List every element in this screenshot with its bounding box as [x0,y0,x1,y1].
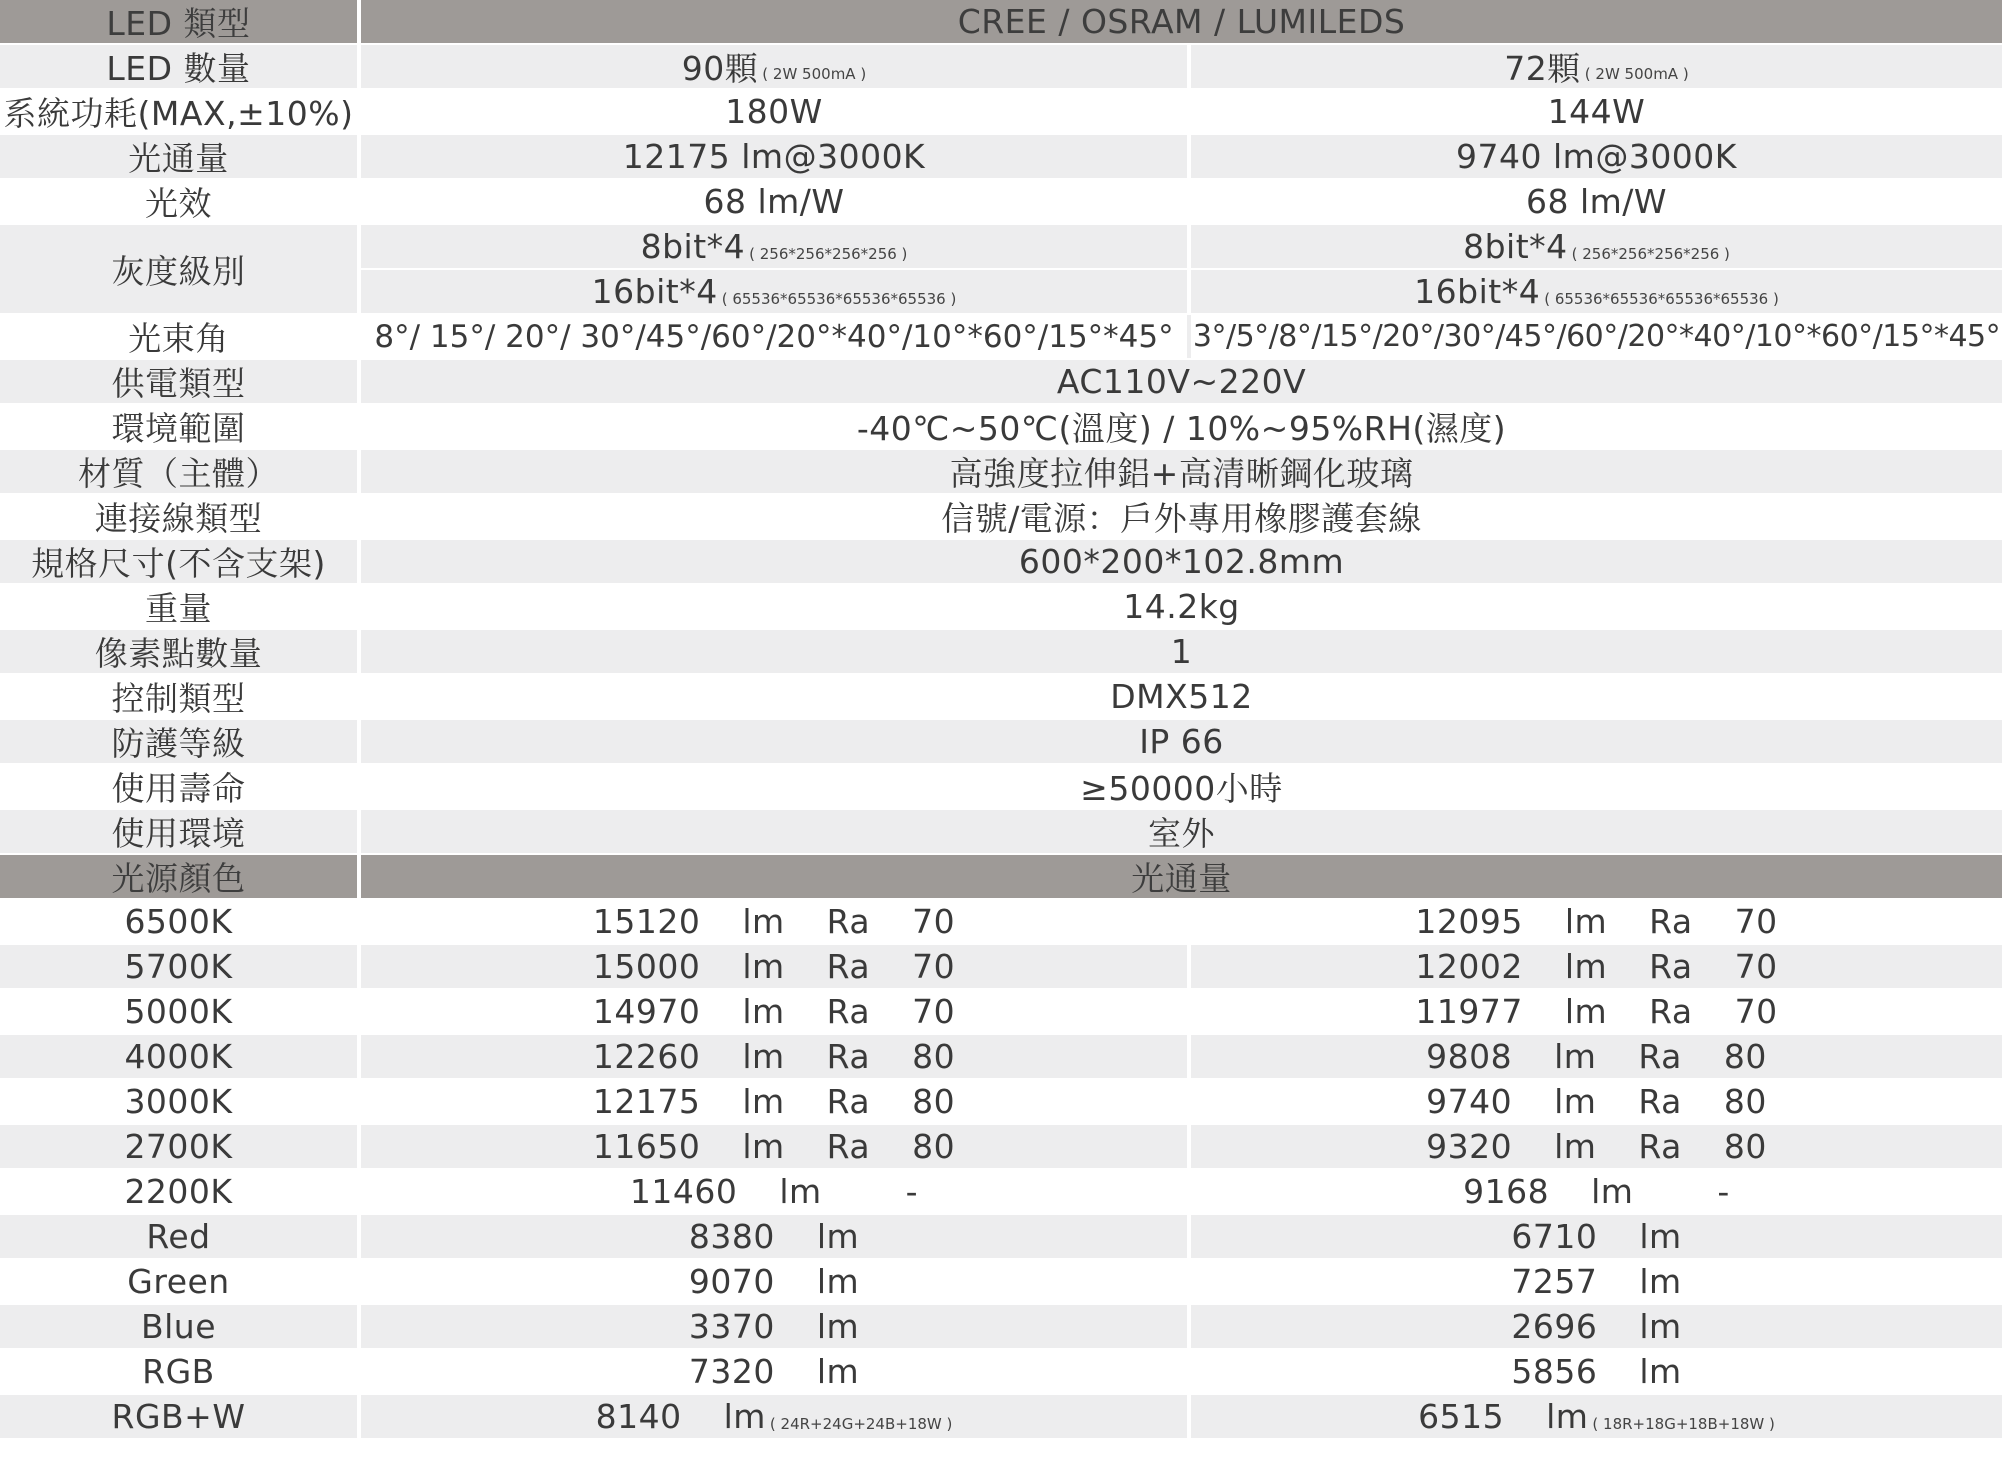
color-text: 5700K [124,947,233,986]
value-text: 14970 lm Ra 70 [592,992,956,1031]
header-row-led-type [0,0,2002,43]
label-text: 控制類型 [111,679,246,718]
value-text: 11977 lm Ra 70 [1415,992,1778,1031]
value-cell [361,585,2002,628]
label-text: LED 數量 [106,49,251,88]
value-cell [361,450,2002,493]
value-cell [361,855,2002,898]
color-text: RGB [142,1352,215,1391]
value-cell-a [361,1305,1187,1348]
label-text: LED 類型 [106,4,251,43]
color-cell [0,1215,357,1258]
label-cell [0,450,357,493]
note-text: ( 2W 500mA ) [762,64,867,83]
value-cell-a [361,315,1187,358]
value-text: 16bit*4 [591,272,718,311]
note-text: ( 65536*65536*65536*65536 ) [1544,289,1779,308]
label-text: 像素點數量 [94,634,263,673]
label-cell [0,630,357,673]
value-cell-b [1191,1305,2002,1348]
flux-row [0,1035,2002,1078]
value-cell-b [1191,1125,2002,1168]
value-text: 8°/ 15°/ 20°/ 30°/45°/60°/20°*40°/10°*60°/15°*45° [374,318,1174,355]
value-text: 12260 lm Ra 80 [592,1037,956,1076]
value-cell-b [1191,1260,2002,1303]
color-text: RGB+W [111,1397,246,1436]
value-text: 高強度拉伸鋁+高清晰鋼化玻璃 [949,454,1414,493]
value-text: 6710 lm [1511,1217,1682,1256]
value-text: 9320 lm Ra 80 [1426,1127,1767,1166]
value-cell-b [1191,315,2002,358]
color-cell [0,1170,357,1213]
value-text: 8380 lm [688,1217,860,1256]
label-cell [0,0,357,43]
value-cell [361,540,2002,583]
value-text: 15000 lm Ra 70 [592,947,956,986]
flux-row [0,1125,2002,1168]
value-text: -40℃~50℃(溫度) / 10%~95%RH(濕度) [856,409,1507,448]
value-text: 68 lm/W [703,182,845,221]
color-cell [0,1350,357,1393]
value-text: 8bit*4 [1463,227,1568,266]
value-cell-b [1191,1350,2002,1393]
value-cell [361,0,2002,43]
color-text: 6500K [124,902,233,941]
color-cell [0,1035,357,1078]
label-cell [0,135,357,178]
value-text: 12175 lm@3000K [622,137,926,176]
color-cell [0,945,357,988]
header-row-flux [0,855,2002,898]
color-cell [0,1080,357,1123]
value-cell-a [361,225,1187,313]
color-text: Red [146,1217,211,1256]
value-text: 68 lm/W [1525,182,1668,221]
row-weight [0,585,2002,628]
value-cell-b [1191,90,2002,133]
row-flux [0,135,2002,178]
value-text: 3370 lm [688,1307,860,1346]
label-cell [0,180,357,223]
value-cell-b [1191,1170,2002,1213]
label-cell [0,405,357,448]
value-text: 12175 lm Ra 80 [592,1082,956,1121]
label-text: 供電類型 [111,364,246,403]
row-pixels [0,630,2002,673]
row-ip-rating [0,720,2002,763]
value-text: 1 [1170,632,1193,671]
value-text: 12002 lm Ra 70 [1415,947,1778,986]
value-cell-b [1191,1395,2002,1438]
value-cell-b [1191,945,2002,988]
row-control [0,675,2002,718]
value-cell [361,675,2002,718]
label-cell [0,90,357,133]
value-cell-a [361,1080,1187,1123]
value-text: DMX512 [1110,677,1253,716]
value-cell-a [361,1260,1187,1303]
flux-row [0,1215,2002,1258]
label-text: 灰度級別 [111,251,246,291]
label-cell [0,675,357,718]
label-text: 光源顏色 [111,859,246,898]
grayscale-line-8bit [1191,225,2002,270]
color-text: Blue [140,1307,217,1346]
note-text: ( 24R+24G+24B+18W ) [769,1414,953,1433]
label-text: 重量 [145,589,212,628]
value-text: 180W [725,92,823,131]
value-cell [361,810,2002,853]
value-cell-a [361,1350,1187,1393]
color-cell [0,1125,357,1168]
value-cell-b [1191,135,2002,178]
value-text: 16bit*4 [1414,272,1541,311]
value-text: 72顆 [1504,49,1581,88]
value-cell [361,765,2002,808]
color-cell [0,900,357,943]
label-text: 光束角 [128,319,229,358]
value-cell-a [361,1125,1187,1168]
flux-row [0,945,2002,988]
grayscale-line-16bit [1191,270,2002,313]
color-cell [0,1395,357,1438]
value-cell-a [361,1170,1187,1213]
label-text: 使用壽命 [111,769,246,808]
value-text: 9740 lm@3000K [1456,137,1737,176]
value-cell-a [361,180,1187,223]
row-material [0,450,2002,493]
value-cell-a [361,45,1187,88]
value-text: 6515 lm [1418,1397,1589,1436]
color-text: 4000K [124,1037,233,1076]
value-text: 600*200*102.8mm [1018,542,1345,581]
value-text: 9808 lm Ra 80 [1426,1037,1767,1076]
value-cell-b [1191,990,2002,1033]
flux-row [0,990,2002,1033]
note-text: ( 256*256*256*256 ) [749,244,908,263]
row-beam-angle [0,315,2002,358]
value-text: 8140 lm [595,1397,766,1436]
value-text: 11460 lm - [629,1172,919,1211]
value-cell-a [361,135,1187,178]
value-text: 7320 lm [688,1352,860,1391]
label-cell [0,360,357,403]
note-text: ( 2W 500mA ) [1584,64,1689,83]
value-cell-b [1191,45,2002,88]
value-cell-b [1191,1080,2002,1123]
value-cell-a [361,1395,1187,1438]
value-text: 光通量 [1131,859,1232,898]
value-text: 15120 lm Ra 70 [592,902,956,941]
note-text: ( 18R+18G+18B+18W ) [1592,1414,1775,1433]
value-text: CREE / OSRAM / LUMILEDS [957,2,1406,41]
value-cell-b [1191,1215,2002,1258]
flux-row [0,900,2002,943]
value-text: 90顆 [681,49,759,88]
color-text: Green [127,1262,230,1301]
value-text: 11650 lm Ra 80 [592,1127,956,1166]
value-cell-b [1191,900,2002,943]
value-text: ≥50000小時 [1080,769,1283,808]
color-cell [0,1305,357,1348]
value-cell-a [361,945,1187,988]
label-cell [0,810,357,853]
value-text: 室外 [1148,814,1215,853]
value-text: 9740 lm Ra 80 [1426,1082,1767,1121]
color-text: 3000K [124,1082,233,1121]
value-cell [361,360,2002,403]
value-cell-b [1191,225,2002,313]
label-cell [0,45,357,88]
color-text: 2700K [124,1127,233,1166]
flux-row [0,1260,2002,1303]
row-supply [0,360,2002,403]
value-cell-a [361,1035,1187,1078]
row-usage-environment [0,810,2002,853]
label-text: 環境範圍 [111,409,246,448]
label-text: 防護等級 [111,724,246,763]
value-text: 12095 lm Ra 70 [1415,902,1778,941]
label-cell [0,225,357,313]
label-cell [0,765,357,808]
label-text: 光效 [145,184,212,223]
row-grayscale [0,225,2002,313]
label-cell [0,855,357,898]
grayscale-line-8bit [361,225,1187,270]
row-environment-range [0,405,2002,448]
value-text: 5856 lm [1511,1352,1682,1391]
label-cell [0,720,357,763]
row-cable [0,495,2002,538]
note-text: ( 65536*65536*65536*65536 ) [721,289,957,308]
label-cell [0,495,357,538]
row-power [0,90,2002,133]
label-text: 連接線類型 [94,499,263,538]
color-text: 2200K [124,1172,233,1211]
flux-row [0,1350,2002,1393]
label-text: 光通量 [128,139,229,178]
flux-row [0,1305,2002,1348]
value-text: 8bit*4 [640,227,746,266]
value-cell [361,630,2002,673]
row-efficacy [0,180,2002,223]
value-cell-a [361,990,1187,1033]
value-text: AC110V~220V [1056,362,1307,401]
color-cell [0,990,357,1033]
row-led-count [0,45,2002,88]
value-cell-a [361,900,1187,943]
label-cell [0,315,357,358]
grayscale-line-16bit [361,270,1187,313]
value-cell-a [361,1215,1187,1258]
value-text: 9070 lm [688,1262,860,1301]
note-text: ( 256*256*256*256 ) [1571,244,1730,263]
value-text: 7257 lm [1511,1262,1682,1301]
row-lifetime [0,765,2002,808]
label-cell [0,585,357,628]
value-text: 3°/5°/8°/15°/20°/30°/45°/60°/20°*40°/10°*60°/15°*45° [1192,319,2001,354]
label-text: 使用環境 [111,814,246,853]
value-text: 2696 lm [1511,1307,1682,1346]
value-cell-b [1191,1035,2002,1078]
label-text: 系統功耗(MAX,±10%) [3,94,354,133]
label-text: 材質（主體） [78,454,279,493]
value-cell [361,495,2002,538]
value-cell-a [361,90,1187,133]
value-cell [361,405,2002,448]
label-cell [0,540,357,583]
label-text: 規格尺寸(不含支架) [31,544,326,583]
row-size [0,540,2002,583]
value-text: 9168 lm - [1463,1172,1730,1211]
value-cell [361,720,2002,763]
flux-row [0,1170,2002,1213]
value-text: 信號/電源：戶外專用橡膠護套線 [941,499,1422,538]
value-cell-b [1191,180,2002,223]
value-text: IP 66 [1139,722,1224,761]
color-cell [0,1260,357,1303]
flux-row [0,1080,2002,1123]
flux-row [0,1395,2002,1438]
color-text: 5000K [124,992,233,1031]
value-text: 144W [1547,92,1646,131]
value-text: 14.2kg [1123,587,1240,626]
